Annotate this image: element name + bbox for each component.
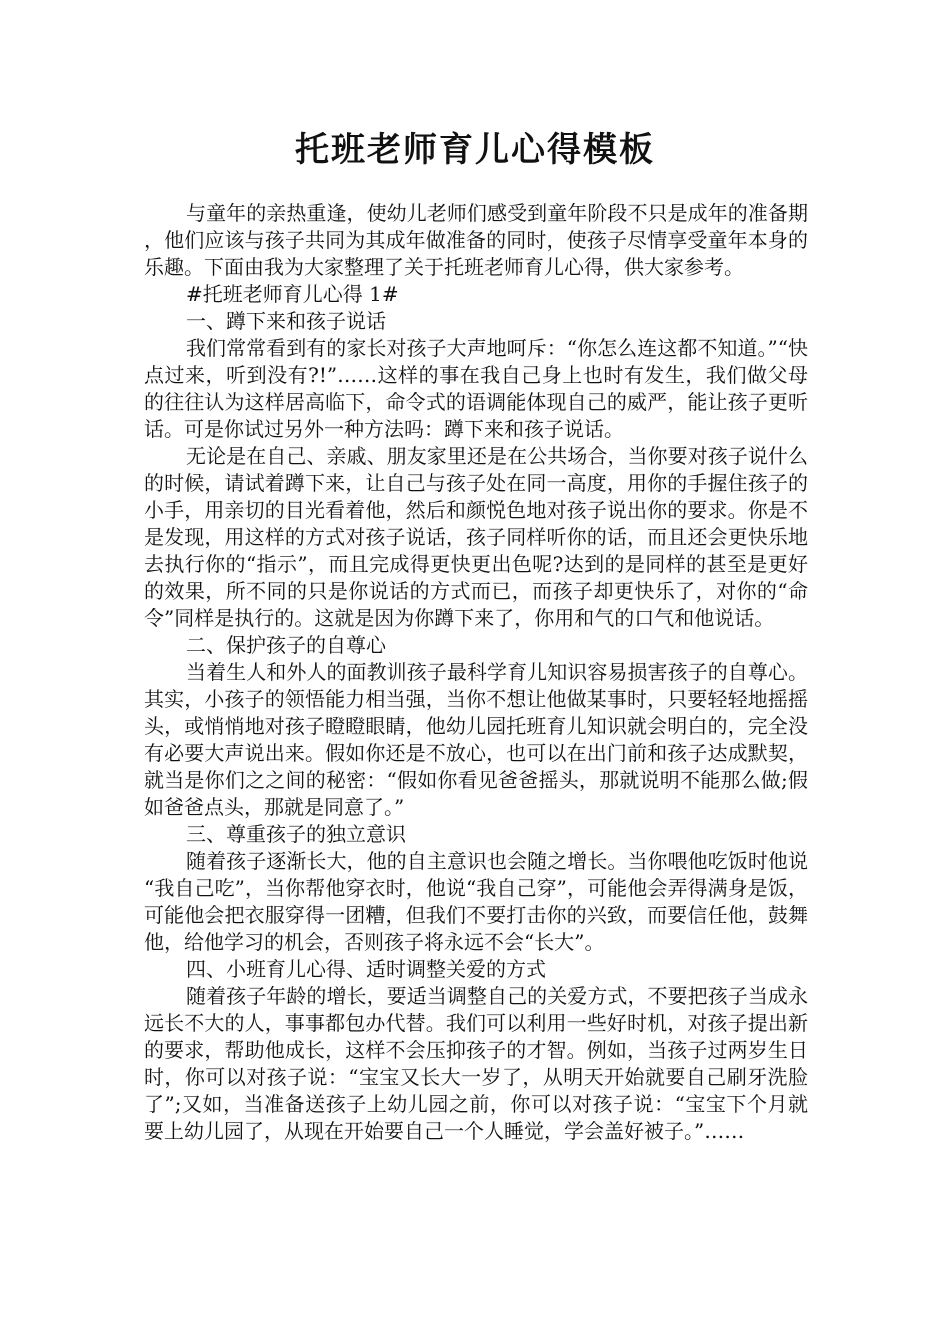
section-heading-1: 一、蹲下来和孩子说话 (186, 309, 386, 333)
section-heading-3: 三、尊重孩子的独立意识 (186, 822, 406, 846)
intro-paragraph: 与童年的亲热重逢，使幼儿老师们感受到童年阶段不只是成年的准备期，他们应该与孩子共同为其成年做准备的同时，使孩子尽情享受童年本身的乐趣。下面由我为大家整理了关于托班老师育儿心得，供大家参考。 (144, 201, 808, 279)
section-1-paragraph-1: 我们常常看到有的家长对孩子大声地呵斥：“你怎么连这都不知道。”“快点过来，听到没有?!”……这样的事在我自己身上也时有发生，我们做父母的往往认为这样居高临下，命令式的语调能体现自己的威严，能让孩子更听话。可是你试过另外一种方法吗：蹲下来和孩子说话。 (144, 336, 808, 441)
section-4-paragraph-1: 随着孩子年龄的增长，要适当调整自己的关爱方式，不要把孩子当成永远长不大的人，事事都包办代替。我们可以利用一些好时机，对孩子提出新的要求，帮助他成长，这样不会压抑孩子的才智。例如，当孩子过两岁生日时，你可以对孩子说：“宝宝又长大一岁了，从明天开始就要自己刷牙洗脸了”;又如，当准备送孩子上幼儿园之前，你可以对孩子说：“宝宝下个月就要上幼儿园了，从现在开始要自己一个人睡觉，学会盖好被子。”…… (144, 984, 808, 1143)
section-2-paragraph-1: 当着生人和外人的面教训孩子最科学育儿知识容易损害孩子的自尊心。其实，小孩子的领悟能力相当强，当你不想让他做某事时，只要轻轻地摇摇头，或悄悄地对孩子瞪瞪眼睛，他幼儿园托班育儿知识就会明白的，完全没有必要大声说出来。假如你还是不放心，也可以在出门前和孩子达成默契，就当是你们之之间的秘密：“假如你看见爸爸摇头，那就说明不能那么做;假如爸爸点头，那就是同意了。” (144, 660, 808, 819)
document-body (144, 200, 808, 1145)
section-tag: #托班老师育儿心得 1# (186, 282, 399, 306)
document-title: 托班老师育儿心得模板 (295, 130, 655, 170)
section-1-paragraph-2: 无论是在自己、亲戚、朋友家里还是在公共场合，当你要对孩子说什么的时候，请试着蹲下来，让自己与孩子处在同一高度，用你的手握住孩子的小手，用亲切的目光看着他，然后和颜悦色地对孩子说出你的要求。你是不是发现，用这样的方式对孩子说话，孩子同样听你的话，而且还会更快乐地去执行你的“指示”，而且完成得更快更出色呢?达到的是同样的甚至是更好的效果，所不同的只是你说话的方式而已，而孩子却更快乐了，对你的“命令”同样是执行的。这就是因为你蹲下来了，你用和气的口气和他说话。 (144, 444, 808, 630)
section-heading-2: 二、保护孩子的自尊心 (186, 633, 386, 657)
section-heading-4: 四、小班育儿心得、适时调整关爱的方式 (186, 957, 546, 981)
section-3-paragraph-1: 随着孩子逐渐长大，他的自主意识也会随之增长。当你喂他吃饭时他说“我自己吃”，当你帮他穿衣时，他说“我自己穿”，可能他会弄得满身是饭，可能他会把衣服穿得一团糟，但我们不要打击你的兴致，而要信任他，鼓舞他，给他学习的机会，否则孩子将永远不会“长大”。 (144, 849, 808, 954)
